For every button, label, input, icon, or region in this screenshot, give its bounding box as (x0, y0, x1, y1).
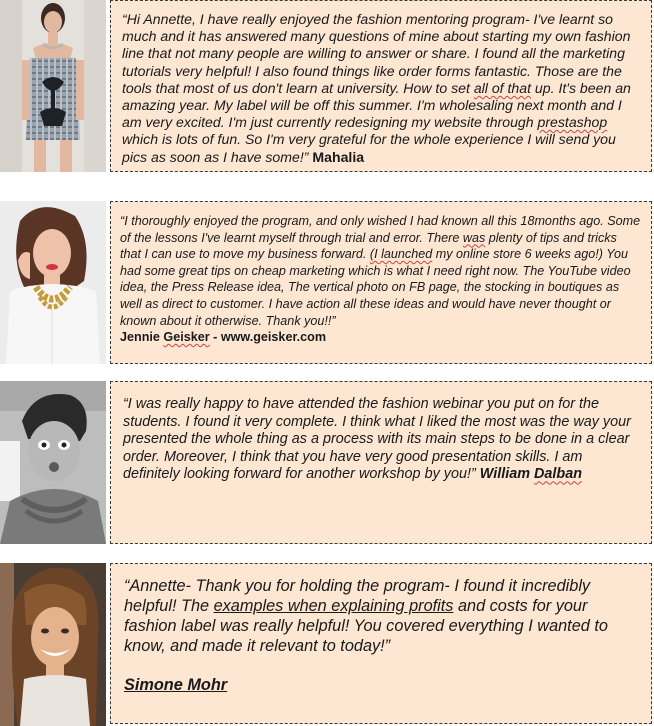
signature-website: - www.geisker.com (209, 330, 327, 345)
quote-text: was (462, 230, 486, 245)
signature-surname: Dalban (534, 466, 582, 483)
signature-name: Jennie (120, 330, 164, 345)
quote-text: “Annette- Thank you for holding the program- I found it incredibly helpful! The (124, 577, 591, 615)
quote-text: (I launched (369, 247, 433, 262)
quote-text: “I thoroughly enjoyed the program, and only wished I had known all this 18months ago. Some of the lessons I've learnt myself through trial and error. There (120, 214, 641, 245)
quote-text: plenty of tips and tricks that I can use to move my business forward. (120, 230, 617, 262)
testimonial-photo (0, 563, 106, 726)
person-photo-icon (0, 201, 106, 364)
person-photo-icon (0, 0, 106, 172)
testimonial-photo (0, 201, 106, 364)
person-photo-icon (0, 563, 106, 726)
testimonial-signature (476, 466, 582, 482)
quote-text: my online store 6 weeks ago!) You had some great tips on cheap marketing which is what I need right now. The YouTube video idea, the Press Release idea, The vertical photo on FB page, the stocking in boutiques as well as direct to customer. I have action all these ideas and would have never thought or known about it otherwise. Thank you!!” (120, 247, 631, 328)
quote-text: “Hi Annette, I have really enjoyed the fashion mentoring program- I've learnt so much and it has answered many questions of mine about starting my own fashion line that not many people are willing to answer or share. I found all the marketing tutorials very helpful! I also found things like order forms fantastic. Those are the tools that most of us don't learn at university. How to set (122, 11, 631, 96)
quote-text: all of that (473, 79, 532, 96)
testimonial-quote (110, 0, 652, 172)
quote-text: which is lots of fun. So I'm very grateful for the whole experience I will send you pics as soon as I have some!” (122, 131, 616, 165)
testimonial-photo (0, 0, 106, 172)
signature-surname: Geisker (163, 330, 210, 345)
testimonial-quote (110, 381, 652, 544)
testimonial-row (0, 381, 654, 544)
quote-text: “I was really happy to have attended the fashion webinar you put on for the students. I found it very complete. I think what I liked the most was the way your presented the whole thing as a process with its main steps to be done in a clear order. Moreover, I think that you have very good presentation skills. I am definitely looking forward for another workshop by you!” (123, 396, 631, 483)
signature-name: William (475, 466, 535, 483)
quote-text: examples when explaining profits (213, 597, 454, 615)
testimonial-photo (0, 381, 106, 544)
testimonial-signature (120, 330, 326, 344)
quote-text: and costs for your fashion label was really helpful! You covered everything I wanted to know, and made it relevant to today!” (124, 597, 608, 655)
testimonial-row (0, 0, 654, 172)
testimonial-row (0, 563, 654, 726)
testimonial-quote (110, 201, 652, 364)
testimonial-row (0, 201, 654, 364)
testimonial-signature: Simone Mohr (124, 676, 228, 694)
quote-text: prestashop (537, 114, 608, 131)
testimonial-quote (110, 563, 652, 724)
person-photo-icon (0, 381, 106, 544)
testimonial-signature: Mahalia (312, 148, 365, 165)
quote-text: up. It's been an amazing year. My label will be off this summer. I'm wholesaling next month and I am very excited. I'm just currently redesigning my website through (122, 79, 631, 131)
